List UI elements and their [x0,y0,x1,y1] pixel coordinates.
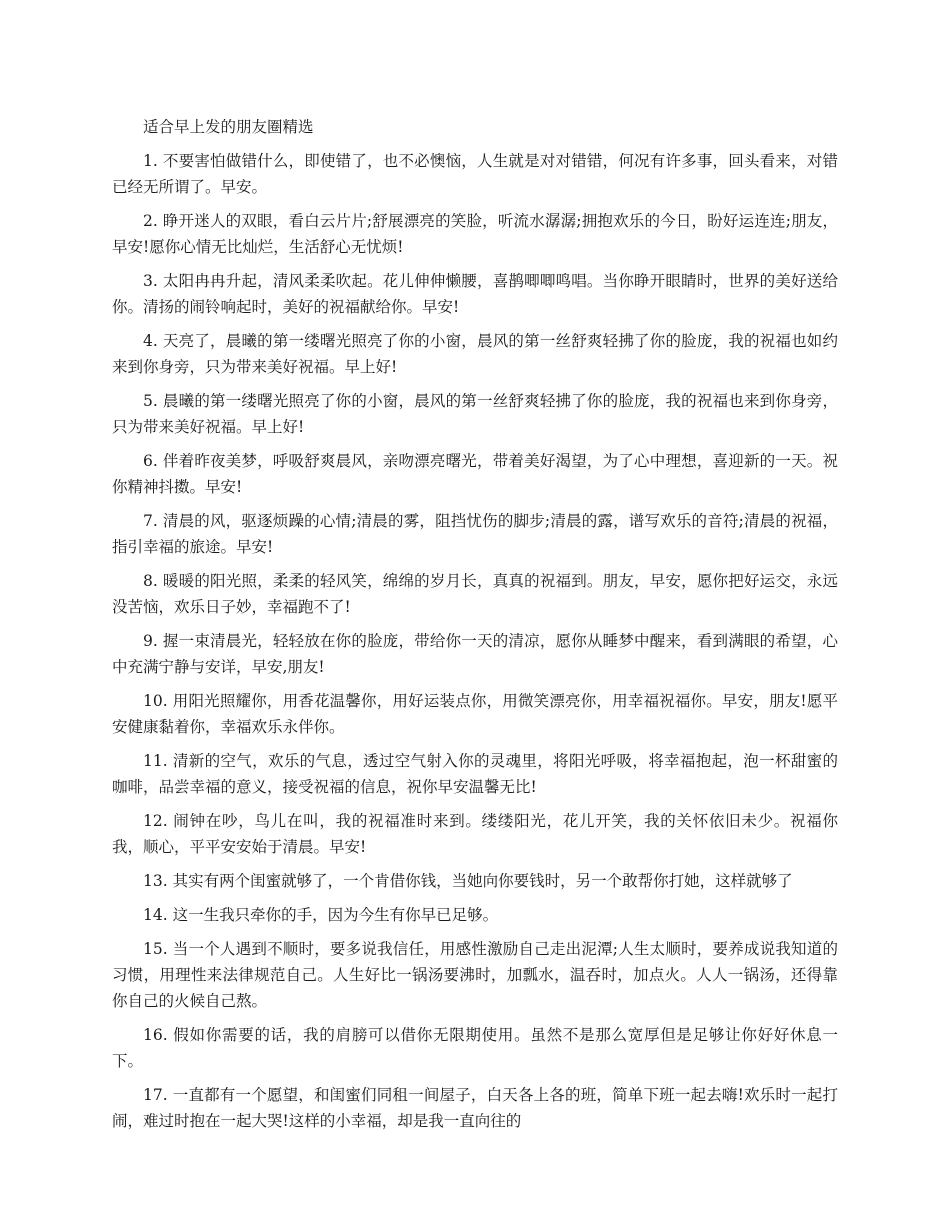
paragraph-11: 11. 清新的空气，欢乐的气息，透过空气射入你的灵魂里，将阳光呼吸，将幸福抱起，泡一杯甜蜜的咖啡，品尝幸福的意义，接受祝福的信息，祝你早安温馨无比! [112,752,838,796]
paragraph-8: 8. 暖暖的阳光照，柔柔的轻风笑，绵绵的岁月长，真真的祝福到。朋友，早安，愿你把好运交，永远没苦恼，欢乐日子妙，幸福跑不了! [112,572,838,616]
paragraph-3: 3. 太阳冉冉升起，清风柔柔吹起。花儿伸伸懒腰，喜鹊唧唧鸣唱。当你睁开眼睛时，世界的美好送给你。清扬的闹铃响起时，美好的祝福献给你。早安! [112,272,838,316]
paragraph-17: 17. 一直都有一个愿望，和闺蜜们同租一间屋子，白天各上各的班，简单下班一起去嗨!欢乐时一起打闹，难过时抱在一起大哭!这样的小幸福，却是我一直向往的 [112,1086,838,1130]
paragraph-9: 9. 握一束清晨光，轻轻放在你的脸庞，带给你一天的清凉，愿你从睡梦中醒来，看到满眼的希望，心中充满宁静与安详，早安,朋友! [112,632,838,676]
paragraph-15: 15. 当一个人遇到不顺时，要多说我信任，用感性激励自己走出泥潭;人生太顺时，要养成说我知道的习惯，用理性来法律规范自己。人生好比一锅汤要沸时，加瓢水，温吞时，加点火。人人一锅汤，还得靠你自己的火候自己熬。 [112,940,838,1010]
paragraph-4: 4. 天亮了，晨曦的第一缕曙光照亮了你的小窗，晨风的第一丝舒爽轻拂了你的脸庞，我的祝福也如约来到你身旁，只为带来美好祝福。早上好! [112,332,838,376]
paragraph-2: 2. 睁开迷人的双眼，看白云片片;舒展漂亮的笑脸，听流水潺潺;拥抱欢乐的今日，盼好运连连;朋友，早安!愿你心情无比灿烂，生活舒心无忧烦! [112,212,838,256]
paragraph-16: 16. 假如你需要的话，我的肩膀可以借你无限期使用。虽然不是那么宽厚但是足够让你好好休息一下。 [112,1026,838,1070]
paragraph-7: 7. 清晨的风，驱逐烦躁的心情;清晨的雾，阻挡忧伤的脚步;清晨的露，谱写欢乐的音符;清晨的祝福，指引幸福的旅途。早安! [112,512,838,556]
paragraph-1: 1. 不要害怕做错什么，即使错了，也不必懊恼，人生就是对对错错，何况有许多事，回头看来，对错已经无所谓了。早安。 [112,152,838,196]
paragraph-12: 12. 闹钟在吵，鸟儿在叫，我的祝福准时来到。缕缕阳光，花儿开笑，我的关怀依旧未少。祝福你我，顺心，平平安安始于清晨。早安! [112,812,838,856]
document-title: 适合早上发的朋友圈精选 [143,118,314,136]
paragraph-5: 5. 晨曦的第一缕曙光照亮了你的小窗，晨风的第一丝舒爽轻拂了你的脸庞，我的祝福也来到你身旁，只为带来美好祝福。早上好! [112,392,838,436]
document-body [112,114,838,1142]
paragraph-6: 6. 伴着昨夜美梦，呼吸舒爽晨风，亲吻漂亮曙光，带着美好渴望，为了心中理想，喜迎新的一天。祝你精神抖擞。早安! [112,452,838,496]
paragraph-13: 13. 其实有两个闺蜜就够了，一个肯借你钱，当她向你要钱时，另一个敢帮你打她，这样就够了 [143,872,793,890]
paragraph-14: 14. 这一生我只牵你的手，因为今生有你早已足够。 [143,906,499,924]
paragraph-10: 10. 用阳光照耀你，用香花温馨你，用好运装点你，用微笑漂亮你，用幸福祝福你。早安，朋友!愿平安健康黏着你，幸福欢乐永伴你。 [112,692,838,736]
